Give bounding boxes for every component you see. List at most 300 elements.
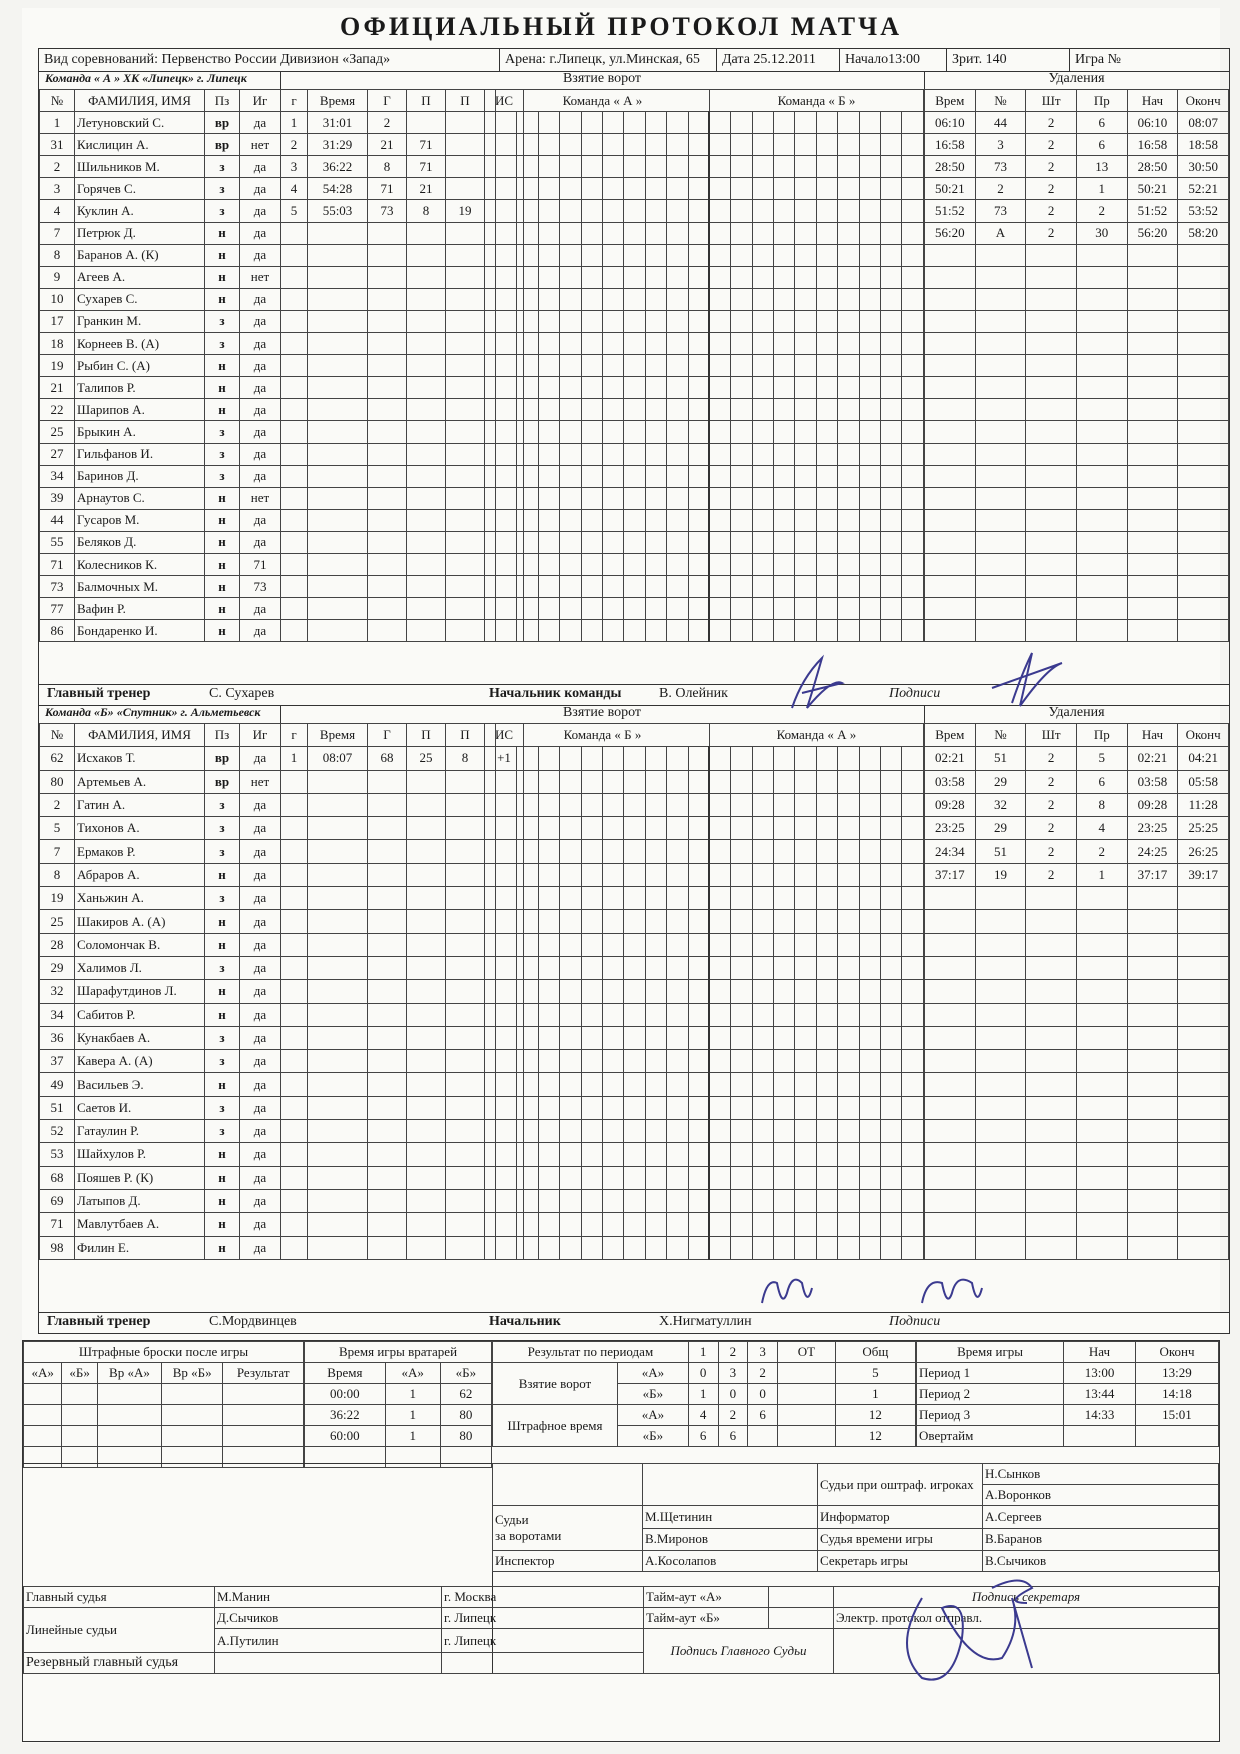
team-b-lineup-cell bbox=[645, 1189, 666, 1212]
table-row bbox=[40, 956, 281, 979]
team-a-lineup-cell bbox=[709, 487, 730, 509]
team-b-lineup-cell bbox=[774, 840, 795, 863]
team-a-player-cell: Шарипов А. bbox=[75, 399, 205, 421]
team-a-player-cell: да bbox=[240, 200, 281, 222]
team-a-lineup-cell bbox=[881, 598, 902, 620]
team-a-player-cell: н bbox=[205, 355, 240, 377]
team-b-lineup-cell bbox=[667, 1120, 688, 1143]
team-a-lineup-cell bbox=[838, 465, 859, 487]
table-row bbox=[925, 1189, 1229, 1212]
team-a-goal-cell bbox=[281, 531, 308, 553]
table-row bbox=[281, 793, 524, 816]
team-b-player-cell: да bbox=[240, 1189, 281, 1212]
team-b-lineup-cell bbox=[709, 747, 730, 770]
team-a-lineup-cell bbox=[816, 576, 837, 598]
team-b-lineup-cell bbox=[688, 980, 709, 1003]
team-b-lineup-cell bbox=[496, 1003, 517, 1026]
team-b-lineup-cell bbox=[624, 863, 645, 886]
team-b-pen-cell bbox=[1026, 1213, 1077, 1236]
team-a-lineup-cell bbox=[774, 487, 795, 509]
team-b-lineup-cell bbox=[496, 1213, 517, 1236]
team-a-goal-col: П bbox=[407, 90, 446, 112]
team-b-lineup-cell bbox=[602, 770, 623, 793]
team-a-pen-cell bbox=[975, 487, 1026, 509]
team-a-lineup-cell bbox=[602, 222, 623, 244]
team-b-lineup-cell bbox=[774, 910, 795, 933]
team-b-goal-cell bbox=[281, 1096, 308, 1119]
team-b-lineup-cell bbox=[709, 770, 730, 793]
team-a-lineup-cell bbox=[774, 576, 795, 598]
team-a-player-cell: н bbox=[205, 509, 240, 531]
team-b-pen-cell bbox=[1178, 910, 1229, 933]
table-row bbox=[281, 887, 524, 910]
team-a-lineup-cell bbox=[602, 531, 623, 553]
team-a-pen-cell bbox=[1076, 377, 1127, 399]
team-a-pen-cell bbox=[1178, 421, 1229, 443]
team-b-pen-cell: 23:25 bbox=[925, 817, 976, 840]
table-row bbox=[496, 399, 924, 421]
team-a-player-cell: н bbox=[205, 620, 240, 642]
team-a-player-cell: Летуновский С. bbox=[75, 112, 205, 134]
team-a-lineup-cell bbox=[752, 487, 773, 509]
table-row bbox=[925, 333, 1229, 355]
team-b-goal-col: П bbox=[407, 724, 446, 747]
inspector: А.Косолапов bbox=[643, 1551, 818, 1572]
team-b-pen-col: Шт bbox=[1026, 724, 1077, 747]
team-a-lineup-cell bbox=[496, 531, 517, 553]
shootout-cell bbox=[161, 1384, 222, 1405]
team-a-lineup-cell bbox=[752, 509, 773, 531]
team-a-lineup-cell bbox=[538, 310, 559, 332]
team-b-pen-cell bbox=[1127, 1003, 1178, 1026]
team-a-goal-cell bbox=[281, 620, 308, 642]
team-a-lineup-cell bbox=[795, 156, 816, 178]
team-a-pen-cell bbox=[1178, 531, 1229, 553]
table-row bbox=[496, 310, 924, 332]
team-a-roster-col: Пз bbox=[205, 90, 240, 112]
team-a-pen-cell: 16:58 bbox=[925, 134, 976, 156]
table-row bbox=[305, 1405, 492, 1426]
team-b-lineup-cell bbox=[602, 840, 623, 863]
team-a-lineup-cell bbox=[624, 553, 645, 575]
team-a-lineup-cell bbox=[645, 487, 666, 509]
shootout-cell bbox=[97, 1384, 161, 1405]
team-b-pen-cell: 32 bbox=[975, 793, 1026, 816]
team-b-lineup-cell bbox=[902, 1213, 924, 1236]
team-a-lineup-cell bbox=[645, 178, 666, 200]
table-row bbox=[925, 933, 1229, 956]
team-b-lineup-cell bbox=[752, 1026, 773, 1049]
team-a-player-cell: 17 bbox=[40, 310, 75, 332]
team-b-lineup-cell bbox=[645, 956, 666, 979]
shootout-cell bbox=[161, 1405, 222, 1426]
table-row bbox=[925, 156, 1229, 178]
team-a-lineup-cell bbox=[624, 421, 645, 443]
team-a-pen-cell bbox=[1127, 355, 1178, 377]
team-a-lineup-cell bbox=[688, 509, 709, 531]
team-b-lineup-cell bbox=[902, 1189, 924, 1212]
table-row bbox=[925, 443, 1229, 465]
team-a-lineup-cell bbox=[838, 509, 859, 531]
table-row bbox=[40, 222, 281, 244]
team-b-lineup-cell bbox=[517, 817, 538, 840]
team-b-lineup-cell bbox=[602, 1026, 623, 1049]
team-b-lineup-cell bbox=[859, 1026, 880, 1049]
team-b-goal-col: г bbox=[281, 724, 308, 747]
team-b-lineup-cell bbox=[645, 1120, 666, 1143]
table-row bbox=[281, 1166, 524, 1189]
table-row bbox=[925, 1213, 1229, 1236]
team-b-goal-cell bbox=[308, 1166, 368, 1189]
team-a-lineup-cell bbox=[902, 465, 924, 487]
team-a-lineup-cell bbox=[581, 399, 602, 421]
team-a-lineup-cell bbox=[795, 112, 816, 134]
team-a-lineup-cell bbox=[496, 620, 517, 642]
team-a-penalties-header bbox=[925, 90, 1229, 112]
team-a-goal-cell bbox=[308, 222, 368, 244]
team-b-lineup-cell bbox=[838, 747, 859, 770]
team-a-pen-cell bbox=[975, 288, 1026, 310]
table-row bbox=[496, 980, 924, 1003]
team-b-lineup-cell bbox=[709, 1050, 730, 1073]
team-a-pen-cell bbox=[1178, 553, 1229, 575]
team-a-lineup-cell bbox=[602, 244, 623, 266]
team-a-pen-cell: 2 bbox=[975, 178, 1026, 200]
team-a-goal-cell: 31:29 bbox=[308, 134, 368, 156]
team-a-player-cell: Рыбин С. (А) bbox=[75, 355, 205, 377]
team-b-goal-cell bbox=[446, 1026, 485, 1049]
team-a-lineup-cell bbox=[560, 553, 581, 575]
table-row bbox=[281, 178, 524, 200]
goalie-time-cell: 62 bbox=[440, 1384, 491, 1405]
team-b-pen-cell: 2 bbox=[1026, 863, 1077, 886]
team-b-player-cell: 68 bbox=[40, 1166, 75, 1189]
team-b-lineup-cell bbox=[902, 770, 924, 793]
team-a-lineup-cell bbox=[602, 288, 623, 310]
team-b-goal-cell bbox=[368, 980, 407, 1003]
team-a-pen-cell bbox=[1026, 333, 1077, 355]
table-row bbox=[496, 1120, 924, 1143]
team-a-goal-cell bbox=[407, 244, 446, 266]
team-b-roster-col: ФАМИЛИЯ, ИМЯ bbox=[75, 724, 205, 747]
team-a-lineup-cell bbox=[859, 598, 880, 620]
team-a-pen-cell bbox=[1026, 531, 1077, 553]
team-a-player-cell: 71 bbox=[240, 553, 281, 575]
team-a-goal-cell bbox=[407, 377, 446, 399]
team-a-pen-cell: 30 bbox=[1076, 222, 1127, 244]
team-a-lineup-cell bbox=[795, 399, 816, 421]
team-b-lineup-cell bbox=[602, 863, 623, 886]
team-a-goal-cell bbox=[368, 355, 407, 377]
team-b-lineup-cell bbox=[881, 1189, 902, 1212]
team-a-lineup-cell bbox=[795, 310, 816, 332]
team-b-lineup-cell bbox=[709, 1236, 730, 1259]
team-b-lineup-cell bbox=[881, 887, 902, 910]
team-a-lineup-cell bbox=[667, 598, 688, 620]
team-b-pen-cell: 37:17 bbox=[925, 863, 976, 886]
team-b-lineup-cell bbox=[688, 1143, 709, 1166]
team-a-lineup-cell bbox=[667, 509, 688, 531]
team-a-pen-cell: 2 bbox=[1026, 178, 1077, 200]
table-row bbox=[281, 840, 524, 863]
team-b-caption bbox=[39, 705, 281, 724]
team-b-lineup-cell bbox=[517, 956, 538, 979]
team-a-lineup-cell bbox=[645, 355, 666, 377]
team-a-pen-cell bbox=[1076, 465, 1127, 487]
team-b-lineup-cell bbox=[496, 1236, 517, 1259]
team-a-lineup-cell bbox=[816, 134, 837, 156]
team-a-lineup-cell bbox=[517, 576, 538, 598]
table-row bbox=[496, 333, 924, 355]
team-a-lineup-cell bbox=[602, 399, 623, 421]
team-b-goal-cell bbox=[446, 793, 485, 816]
team-a-lineup-cell bbox=[645, 288, 666, 310]
team-a-lineup-cell bbox=[752, 134, 773, 156]
team-b-goal-cell bbox=[407, 1026, 446, 1049]
team-b-lineup-cell bbox=[688, 840, 709, 863]
team-b-player-cell: Мавлутбаев А. bbox=[75, 1213, 205, 1236]
team-b-lineup-cell bbox=[859, 770, 880, 793]
team-a-lineup-cell bbox=[517, 443, 538, 465]
game-time-cell: 15:01 bbox=[1135, 1405, 1218, 1426]
team-b-player-cell: 80 bbox=[40, 770, 75, 793]
team-a-lineup-cell bbox=[752, 465, 773, 487]
team-b-lineup-cell bbox=[667, 1096, 688, 1119]
team-a-goal-cell bbox=[446, 421, 485, 443]
table-row bbox=[40, 509, 281, 531]
goalie-time-col: Время bbox=[305, 1363, 386, 1384]
team-a-lineup-cell bbox=[581, 178, 602, 200]
team-a-goal-cell bbox=[407, 355, 446, 377]
table-row bbox=[925, 531, 1229, 553]
goalie-time-col: «Б» bbox=[440, 1363, 491, 1384]
team-a-player-cell: Гильфанов И. bbox=[75, 443, 205, 465]
team-b-goal-cell bbox=[308, 1073, 368, 1096]
team-b-penalties-table bbox=[924, 723, 1229, 1260]
table-row bbox=[281, 1026, 524, 1049]
team-b-pen-cell bbox=[925, 910, 976, 933]
team-a-lineup-cell bbox=[496, 112, 517, 134]
team-a-pen-cell: 44 bbox=[975, 112, 1026, 134]
team-b-lineup-cell bbox=[517, 1050, 538, 1073]
team-b-pen-cell bbox=[1178, 933, 1229, 956]
team-b-lineup-cell bbox=[859, 863, 880, 886]
team-b-lineup-cell bbox=[752, 1096, 773, 1119]
game-number: Игра № bbox=[1075, 52, 1121, 67]
team-a-lineup-cell bbox=[838, 244, 859, 266]
team-a-pen-cell bbox=[1026, 509, 1077, 531]
team-a-pen-cell bbox=[975, 399, 1026, 421]
team-b-lineup-cell bbox=[560, 1050, 581, 1073]
shootout-cell bbox=[223, 1384, 304, 1405]
table-row bbox=[496, 1213, 924, 1236]
team-a-lineup-cell bbox=[602, 553, 623, 575]
team-a-lineup-cell bbox=[496, 310, 517, 332]
team-b-pen-cell bbox=[1127, 1050, 1178, 1073]
team-a-lineup-cell bbox=[624, 200, 645, 222]
team-a-goal-cell bbox=[407, 222, 446, 244]
team-b-player-cell: Кавера А. (А) bbox=[75, 1050, 205, 1073]
team-b-lineup-cell bbox=[795, 817, 816, 840]
team-b-lineup-cell bbox=[816, 1143, 837, 1166]
team-b-lineup-cell bbox=[581, 933, 602, 956]
team-a-player-cell: нет bbox=[240, 266, 281, 288]
team-b-lineup-cell bbox=[581, 910, 602, 933]
team-b-goal-cell bbox=[281, 817, 308, 840]
team-b-pen-cell bbox=[975, 980, 1026, 1003]
table-row bbox=[40, 817, 281, 840]
team-b-lineup-cell bbox=[752, 770, 773, 793]
team-a-lineup-cell bbox=[581, 553, 602, 575]
team-b-block bbox=[38, 705, 1230, 1334]
team-a-pen-cell bbox=[925, 266, 976, 288]
team-a-player-cell: да bbox=[240, 465, 281, 487]
team-b-lineup-cell bbox=[881, 933, 902, 956]
team-a-lineup-cell bbox=[645, 377, 666, 399]
team-a-pen-cell bbox=[925, 399, 976, 421]
team-b-lineup-cell bbox=[624, 980, 645, 1003]
team-a-pen-cell: 2 bbox=[1026, 134, 1077, 156]
team-b-lineup-cell bbox=[645, 1143, 666, 1166]
team-b-goal-cell bbox=[281, 910, 308, 933]
team-b-lineup-cell bbox=[881, 840, 902, 863]
team-a-lineup-cell bbox=[624, 399, 645, 421]
team-b-lineup-cell bbox=[859, 980, 880, 1003]
team-b-lineup-cell bbox=[752, 980, 773, 1003]
team-a-pen-cell: 51:52 bbox=[1127, 200, 1178, 222]
timeout-a: Тайм-аут «А» bbox=[644, 1587, 769, 1608]
team-a-pen-cell bbox=[1178, 399, 1229, 421]
team-b-player-cell: Исхаков Т. bbox=[75, 747, 205, 770]
team-a-lineup-cell bbox=[560, 421, 581, 443]
table-row bbox=[925, 266, 1229, 288]
team-b-pen-cell: 39:17 bbox=[1178, 863, 1229, 886]
team-b-pen-cell bbox=[975, 1143, 1026, 1166]
goalie-time-col: «А» bbox=[385, 1363, 440, 1384]
team-a-lineup-cell bbox=[859, 178, 880, 200]
periods-cell: 5 bbox=[835, 1363, 915, 1384]
team-a-lineup-cell bbox=[688, 443, 709, 465]
team-a-lineup-cell bbox=[709, 443, 730, 465]
team-b-lineup-cell bbox=[752, 1120, 773, 1143]
team-b-lineup-cell bbox=[838, 793, 859, 816]
periods-cell: 1 bbox=[835, 1384, 915, 1405]
team-b-goal-cell: 1 bbox=[281, 747, 308, 770]
team-a-pen-cell bbox=[925, 553, 976, 575]
team-a-goal-cell bbox=[308, 333, 368, 355]
team-b-caption-label: Команда «Б» bbox=[45, 705, 117, 719]
team-b-pen-cell bbox=[1076, 1236, 1127, 1259]
team-b-pen-cell bbox=[1127, 910, 1178, 933]
team-a-lineup-cell bbox=[496, 598, 517, 620]
shootout-cell bbox=[97, 1426, 161, 1447]
periods-cell: 2 bbox=[748, 1363, 778, 1384]
team-a-player-cell: Бондаренко И. bbox=[75, 620, 205, 642]
team-b-signatures-icon bbox=[752, 1263, 1002, 1323]
team-a-lineup-cell bbox=[795, 333, 816, 355]
team-b-lineup-cell bbox=[517, 933, 538, 956]
periods-cell: 1 bbox=[688, 1384, 718, 1405]
team-a-lineup-cell bbox=[538, 178, 559, 200]
team-a-lineup-cell bbox=[624, 487, 645, 509]
team-a-player-cell: Вафин Р. bbox=[75, 598, 205, 620]
team-a-lineup-cell bbox=[816, 244, 837, 266]
team-b-lineup-cell bbox=[881, 1143, 902, 1166]
team-a-pen-cell: 56:20 bbox=[1127, 222, 1178, 244]
team-a-pen-cell bbox=[975, 509, 1026, 531]
team-a-lineup-cell bbox=[752, 576, 773, 598]
team-b-lineup-cell bbox=[560, 817, 581, 840]
team-b-goal-cell bbox=[308, 1143, 368, 1166]
team-b-lineup-cell bbox=[667, 1026, 688, 1049]
team-a-lineup-cell bbox=[902, 509, 924, 531]
periods-cell bbox=[778, 1426, 836, 1447]
team-b-goal-cell bbox=[368, 770, 407, 793]
team-a-goal-cell bbox=[281, 487, 308, 509]
team-b-lineup-cell bbox=[496, 793, 517, 816]
table-row bbox=[281, 377, 524, 399]
team-b-lineup-cell bbox=[838, 817, 859, 840]
team-a-pen-cell bbox=[1127, 310, 1178, 332]
team-b-lineup-cell bbox=[517, 1003, 538, 1026]
team-b-pen-cell bbox=[1127, 1189, 1178, 1212]
team-b-player-cell: 49 bbox=[40, 1073, 75, 1096]
team-a-player-cell: н bbox=[205, 377, 240, 399]
team-a-player-cell: 22 bbox=[40, 399, 75, 421]
team-a-pen-cell bbox=[975, 310, 1026, 332]
team-a-goal-cell bbox=[446, 355, 485, 377]
table-row bbox=[40, 266, 281, 288]
team-b-lineup-cell bbox=[709, 863, 730, 886]
team-b-lineup-cell bbox=[838, 1096, 859, 1119]
team-b-roster-col: Иг bbox=[240, 724, 281, 747]
team-b-lineup-cell bbox=[795, 1213, 816, 1236]
team-b-lineup-cell bbox=[709, 910, 730, 933]
team-a-pen-cell: 58:20 bbox=[1178, 222, 1229, 244]
team-b-lineup-cell bbox=[709, 1166, 730, 1189]
team-b-lineup-cell bbox=[538, 1236, 559, 1259]
team-b-pen-cell bbox=[1026, 980, 1077, 1003]
team-b-lineup-cell bbox=[881, 1096, 902, 1119]
table-row bbox=[496, 770, 924, 793]
team-a-pen-cell: 3 bbox=[975, 134, 1026, 156]
team-b-goal-cell bbox=[368, 1120, 407, 1143]
team-a-lineup-cell bbox=[816, 620, 837, 642]
team-b-lineup-cell bbox=[859, 956, 880, 979]
team-a-lineup-cell bbox=[731, 531, 752, 553]
page-title: ОФИЦИАЛЬНЫЙ ПРОТОКОЛ МАТЧА bbox=[340, 12, 902, 41]
team-b-player-cell: н bbox=[205, 933, 240, 956]
periods-cell: 3 bbox=[718, 1363, 748, 1384]
team-a-pen-cell bbox=[975, 598, 1026, 620]
team-b-lineup-cell bbox=[752, 933, 773, 956]
team-a-player-cell: Корнеев В. (А) bbox=[75, 333, 205, 355]
team-b-player-cell: н bbox=[205, 1003, 240, 1026]
team-b-goal-cell bbox=[368, 910, 407, 933]
goal-judge-1: М.Щетинин bbox=[643, 1506, 818, 1529]
team-b-pen-cell bbox=[1127, 1213, 1178, 1236]
team-b-lineup-cell bbox=[624, 1073, 645, 1096]
team-b-lineup-cell bbox=[560, 980, 581, 1003]
team-b-pen-cell bbox=[1076, 1096, 1127, 1119]
team-a-lineup-cell bbox=[560, 112, 581, 134]
team-b-goal-col: Время bbox=[308, 724, 368, 747]
team-a-lineup-cell bbox=[667, 134, 688, 156]
team-a-lineup-cell bbox=[774, 465, 795, 487]
table-row bbox=[925, 399, 1229, 421]
team-b-lineup-cell bbox=[774, 817, 795, 840]
team-a-lineup-cell bbox=[602, 487, 623, 509]
